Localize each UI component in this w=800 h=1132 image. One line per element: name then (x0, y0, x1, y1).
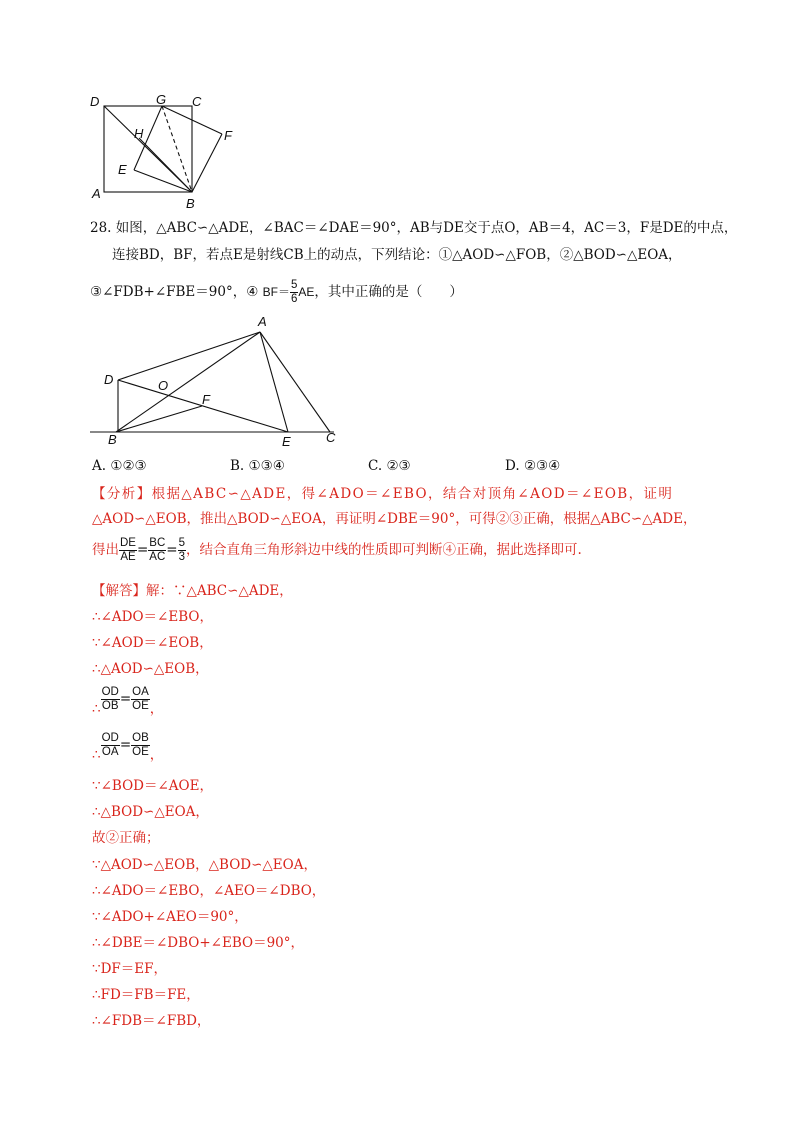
solution-line-13: ∴∠FDB＝∠FBD， (92, 1013, 211, 1029)
problem-number: 28. (90, 220, 112, 236)
bf-lhs: BF＝ (262, 285, 290, 299)
solution-line-5: ∴△BOD∽△EOA， (92, 804, 209, 820)
label-C: C (192, 94, 202, 109)
problem-line-2: 连接BD，BF，若点E是射线CB上的动点，下列结论：①△AOD∽△FOB，②△BOD∽△EOA， (112, 247, 682, 263)
analysis-line-3: 得出 $\frac{DE}{AE}$ = $\frac{BC}{AC}$ = $\frac{5}{3}$ ，结合直角三角形斜边中线的性质即可判断④正确，据此选择即可. (92, 537, 582, 563)
solution-line-9: ∵∠ADO+∠AEO＝90°， (92, 909, 248, 925)
label-A: A (92, 186, 101, 201)
solution-line-1: ∴∠ADO＝∠EBO， (92, 609, 213, 625)
solution-line-11: ∵DF＝EF， (92, 961, 168, 977)
solution-line-10: ∴∠DBE＝∠DBO+∠EBO＝90°， (92, 935, 305, 951)
solution-ratio-1: ∴ $\frac{OD}{OB}$ = $\frac{OA}{OE}$ ， (92, 686, 164, 717)
problem-text-3a: ③∠FDB+∠FBE＝90°，④ (90, 284, 259, 300)
solution-line-7: ∵△AOD∽△EOB，△BOD∽△EOA， (92, 857, 317, 873)
label-O2: O (158, 378, 169, 393)
label-E2: E (282, 434, 291, 449)
ae-rhs: AE (298, 285, 315, 299)
label-A2: A (258, 314, 267, 329)
label-B2: B (108, 432, 117, 447)
problem-line-1 (90, 218, 737, 238)
label-C2: C (326, 430, 336, 445)
problem-text-1: 如图，△ABC∽△ADE，∠BAC＝∠DAE＝90°，AB与DE交于点O，AB＝4，AC＝3，F是DE的中点， (115, 220, 738, 236)
label-D2: D (104, 372, 114, 387)
solution-header: 【解答】解：∵△ABC∽△ADE， (92, 583, 293, 599)
figure-triangles (86, 310, 346, 450)
figure-square (84, 90, 254, 210)
solution-line-6: 故②正确； (92, 830, 160, 846)
label-D: D (90, 94, 100, 109)
label-G: G (156, 92, 167, 107)
analysis-line-2: △AOD∽△EOB，推出△BOD∽△EOA，再证明∠DBE＝90°，可得②③正确，根据△ABC∽△ADE， (92, 511, 697, 527)
solution-line-4: ∵∠BOD＝∠AOE， (92, 778, 213, 794)
fraction-5-6: $\frac{5}{6}$ (290, 279, 298, 305)
option-a[interactable]: A. ①②③ (92, 458, 147, 474)
option-c[interactable]: C. ②③ (368, 458, 411, 474)
analysis-line-1: 【分析】根据△ABC∽△ADE，得∠ADO＝∠EBO，结合对顶角∠AOD＝∠EOB，证明 (92, 486, 674, 502)
solution-line-8: ∴∠ADO＝∠EBO，∠AEO＝∠DBO， (92, 883, 326, 899)
fraction-de-ae: $\frac{DE}{AE}$ (120, 537, 136, 563)
option-d[interactable]: D. ②③④ (505, 458, 561, 474)
solution-line-12: ∴FD＝FB＝FE， (92, 987, 200, 1003)
label-F: F (224, 128, 232, 143)
solution-line-2: ∵∠AOD＝∠EOB， (92, 635, 213, 651)
problem-line-3 (90, 279, 463, 306)
label-H: H (134, 126, 144, 141)
label-B: B (186, 196, 195, 210)
solution-line-3: ∴△AOD∽△EOB， (92, 661, 209, 677)
solution-ratio-2: ∴ $\frac{OD}{OA}$ = $\frac{OB}{OE}$ ， (92, 732, 164, 763)
fraction-5-3: $\frac{5}{3}$ (178, 537, 185, 563)
label-E: E (118, 162, 127, 177)
option-b[interactable]: B. ①③④ (230, 458, 285, 474)
problem-text-3b: ，其中正确的是（ ） (314, 284, 463, 300)
fraction-bc-ac: $\frac{BC}{AC}$ (149, 537, 166, 563)
label-F2: F (202, 392, 210, 407)
